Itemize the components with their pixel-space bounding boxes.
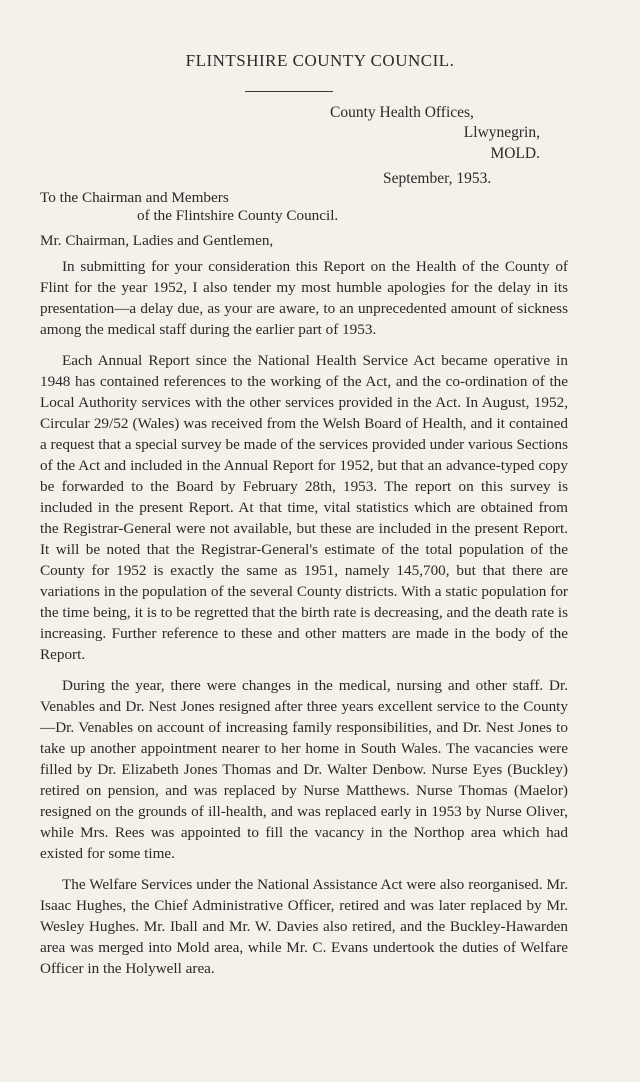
address-line-3 — [330, 143, 540, 164]
letter-body — [40, 256, 568, 989]
address-office: County Health Offices, — [330, 104, 474, 121]
letter-date: September, 1953. — [383, 170, 492, 187]
paragraph-apology: In submitting for your consideration this Report on the Health of the County of Flint for the year 1952, I also tender my most humble apologies for the delay in its presentation—a delay due, as your are aware, to an unprecedented amount of sickness among the medical staff during the earlier part of 1953. — [40, 258, 568, 338]
page-title: FLINTSHIRE COUNTY COUNCIL. — [185, 51, 455, 70]
greeting: Mr. Chairman, Ladies and Gentlemen, — [40, 232, 274, 249]
paragraph-staff-changes: During the year, there were changes in the medical, nursing and other staff. Dr. Venables and Dr. Nest Jones resigned after three years excellent service to the County—Dr. Venables on account of increasing family responsibilities, and Dr. Nest Jones to take up another appointment nearer to her home in South Wales. The vacancies were filled by Dr. Elizabeth Jones Thomas and Dr. Walter Denbow. Nurse Eyes (Buckley) retired on pension, and was replaced by Nurse Matthews. Nurse Thomas (Maelor) resigned on the grounds of ill-health, and was replaced early in 1953 by Nurse Oliver, while Mrs. Rees was appointed to fill the vacancy in the Northop area which had existed for some time. — [40, 677, 568, 862]
salutation-line-2: of the Flintshire County Council. — [137, 207, 339, 224]
address-line-2 — [330, 122, 540, 143]
paragraph-act-survey: Each Annual Report since the National Health Service Act became operative in 1948 has contained references to the working of the Act, and the co-ordination of the Local Authority services with the other services provided in the Act. In August, 1952, Circular 29/52 (Wales) was received from the Welsh Board of Health, and it contained a request that a special survey be made of the services provided under various Sections of the Act and included in the Annual Report for 1952, but that an advance-typed copy be forwarded to the Board by February 28th, 1953. The report on this survey is included in the present Report. At that time, vital statistics which are obtained from the Registrar-General were not available, but these are included in the present Report. It will be noted that the Registrar-General's estimate of the total population of the County for 1952 is exactly the same as 1951, namely 145,700, but that there are variations in the population of the several County districts. With a static population for the time being, it is to be regretted that the birth rate is decreasing, and the death rate is increasing. Further reference to these and other matters are made in the body of the Report. — [40, 352, 569, 663]
salutation-line-1: To the Chairman and Members — [40, 189, 229, 206]
address-line-1 — [330, 102, 540, 123]
address-place: Llwynegrin, — [463, 124, 540, 141]
address-town: MOLD. — [490, 145, 540, 162]
title-divider — [245, 91, 333, 92]
paragraph-welfare-services: The Welfare Services under the National Assistance Act were also reorganised. Mr. Isaac Hughes, the Chief Administrative Officer, retired and was later replaced by Mr. Wesley Hughes. Mr. Iball and Mr. W. Davies also retired, and the Buckley-Hawarden area was merged into Mold area, while Mr. C. Evans undertook the duties of Welfare Officer in the Holywell area. — [40, 876, 568, 977]
